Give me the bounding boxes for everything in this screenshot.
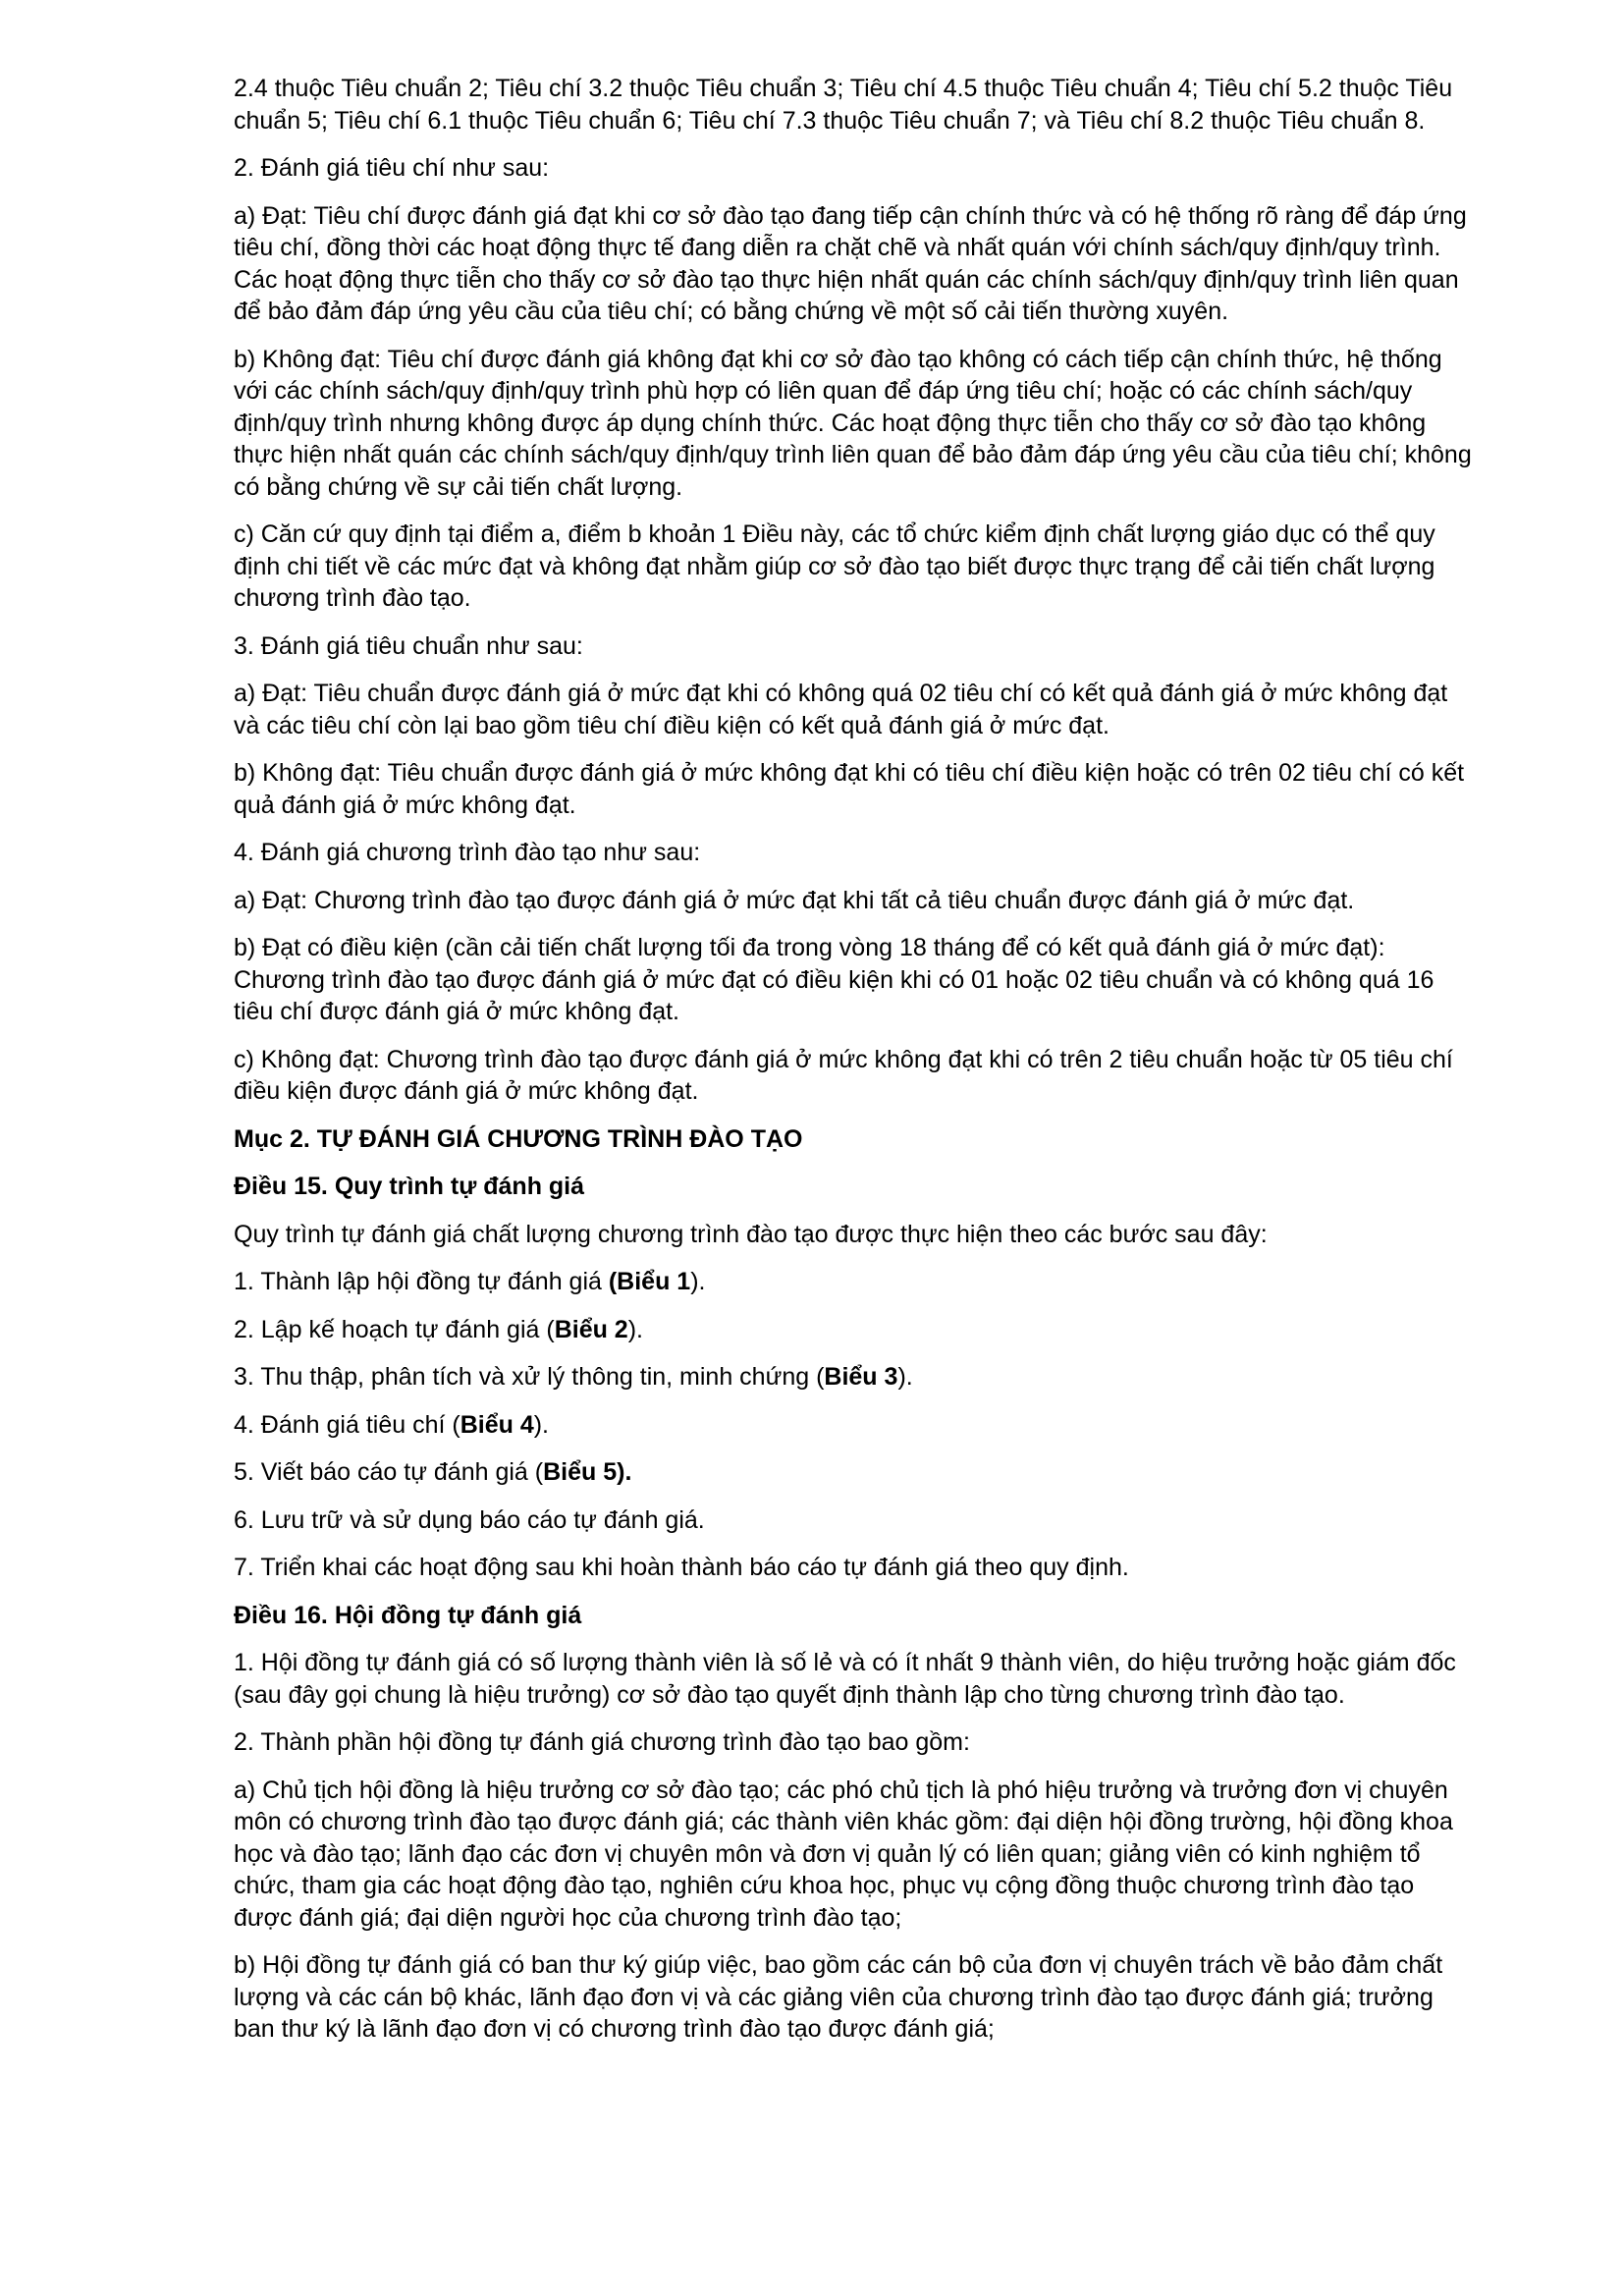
form-reference-bieu-1: (Biểu 1	[608, 1268, 691, 1295]
paragraph-criteria-fail: b) Không đạt: Tiêu chí được đánh giá không đạt khi cơ sở đào tạo không có cách tiếp cận chính thức, hệ thống với các chính sách/quy định/quy trình phù hợp có liên quan để đáp ứng tiêu chí; hoặc có các chính sách/quy định/quy trình nhưng không được áp dụng chính thức. Các hoạt động thực tiễn cho thấy cơ sở đào tạo không thực hiện nhất quán các chính sách/quy định/quy trình liên quan để bảo đảm đáp ứng yêu cầu của tiêu chí; không có bằng chứng về sự cải tiến chất lượng.	[234, 345, 1472, 501]
paragraph-program-fail: c) Không đạt: Chương trình đào tạo được đánh giá ở mức không đạt khi có trên 2 tiêu chuẩn hoặc từ 05 tiêu chí điều kiện được đánh giá ở mức không đạt.	[234, 1045, 1453, 1105]
paragraph-program-pass: a) Đạt: Chương trình đào tạo được đánh giá ở mức đạt khi tất cả tiêu chuẩn được đánh giá ở mức đạt.	[234, 886, 1355, 914]
process-step-2: 2. Lập kế hoạch tự đánh giá (Biểu 2).	[234, 1315, 643, 1343]
document-page	[234, 73, 1479, 2061]
form-reference-bieu-3: Biểu 3	[824, 1363, 898, 1391]
form-reference-bieu-5: Biểu 5).	[543, 1458, 632, 1486]
form-reference-bieu-4: Biểu 4	[460, 1410, 534, 1439]
paragraph-process-intro: Quy trình tự đánh giá chất lượng chương trình đào tạo được thực hiện theo các bước sau đây:	[234, 1220, 1268, 1248]
article-heading-dieu-15: Điều 15. Quy trình tự đánh giá	[234, 1173, 585, 1200]
paragraph-program-conditional: b) Đạt có điều kiện (cần cải tiến chất lượng tối đa trong vòng 18 tháng để có kết quả đánh giá ở mức đạt): Chương trình đào tạo được đánh giá ở mức đạt có điều kiện khi có 01 hoặc 02 tiêu chuẩn và có không quá 16 tiêu chí được đánh giá ở mức không đạt.	[234, 934, 1434, 1025]
paragraph-council-chair: a) Chủ tịch hội đồng là hiệu trưởng cơ sở đào tạo; các phó chủ tịch là phó hiệu trưởng và trưởng đơn vị chuyên môn có chương trình đào tạo được đánh giá; các thành viên khác gồm: đại diện hội đồng trường, hội đồng khoa học và đào tạo; lãnh đạo các đơn vị chuyên môn và đơn vị quản lý có liên quan; giảng viên có kinh nghiệm tổ chức, tham gia các hoạt động đào tạo, nghiên cứu khoa học, phục vụ cộng đồng thuộc chương trình đào tạo được đánh giá; đại diện người học của chương trình đào tạo;	[234, 1776, 1453, 1932]
paragraph-council-size: 1. Hội đồng tự đánh giá có số lượng thành viên là số lẻ và có ít nhất 9 thành viên, do hiệu trưởng hoặc giám đốc (sau đây gọi chung là hiệu trưởng) cơ sở đào tạo quyết định thành lập cho từng chương trình đào tạo.	[234, 1649, 1456, 1709]
paragraph-program-eval-intro: 4. Đánh giá chương trình đào tạo như sau:	[234, 839, 701, 866]
paragraph-standard-eval-intro: 3. Đánh giá tiêu chuẩn như sau:	[234, 631, 583, 660]
paragraph-criteria-eval-intro: 2. Đánh giá tiêu chí như sau:	[234, 154, 550, 182]
process-step-4: 4. Đánh giá tiêu chí (Biểu 4).	[234, 1410, 550, 1439]
process-step-6: 6. Lưu trữ và sử dụng báo cáo tự đánh giá.	[234, 1505, 705, 1534]
paragraph-standard-pass: a) Đạt: Tiêu chuẩn được đánh giá ở mức đạt khi có không quá 02 tiêu chí có kết quả đánh giá ở mức không đạt và các tiêu chí còn lại bao gồm tiêu chí điều kiện có kết quả đánh giá ở mức đạt.	[234, 680, 1448, 739]
process-step-1: 1. Thành lập hội đồng tự đánh giá (Biểu 1).	[234, 1268, 706, 1295]
paragraph-criteria-list: 2.4 thuộc Tiêu chuẩn 2; Tiêu chí 3.2 thuộc Tiêu chuẩn 3; Tiêu chí 4.5 thuộc Tiêu chuẩn 4; Tiêu chí 5.2 thuộc Tiêu chuẩn 5; Tiêu chí 6.1 thuộc Tiêu chuẩn 6; Tiêu chí 7.3 thuộc Tiêu chuẩn 7; và Tiêu chí 8.2 thuộc Tiêu chuẩn 8.	[234, 75, 1453, 135]
paragraph-council-secretariat: b) Hội đồng tự đánh giá có ban thư ký giúp việc, bao gồm các cán bộ của đơn vị chuyên trách về bảo đảm chất lượng và các cán bộ khác, lãnh đạo đơn vị và các giảng viên của chương trình đào tạo được đánh giá; trưởng ban thư ký là lãnh đạo đơn vị có chương trình đào tạo được đánh giá;	[234, 1951, 1443, 2043]
process-step-7: 7. Triển khai các hoạt động sau khi hoàn thành báo cáo tự đánh giá theo quy định.	[234, 1554, 1129, 1581]
paragraph-standard-fail: b) Không đạt: Tiêu chuẩn được đánh giá ở mức không đạt khi có tiêu chí điều kiện hoặc có trên 02 tiêu chí có kết quả đánh giá ở mức không đạt.	[234, 759, 1465, 819]
process-step-3: 3. Thu thập, phân tích và xử lý thông tin, minh chứng (Biểu 3).	[234, 1363, 913, 1391]
paragraph-criteria-pass: a) Đạt: Tiêu chí được đánh giá đạt khi cơ sở đào tạo đang tiếp cận chính thức và có hệ thống rõ ràng để đáp ứng tiêu chí, đồng thời các hoạt động thực tế đang diễn ra chặt chẽ và nhất quán với chính sách/quy định/quy trình. Các hoạt động thực tiễn cho thấy cơ sở đào tạo thực hiện nhất quán các chính sách/quy định/quy trình liên quan để bảo đảm đáp ứng yêu cầu của tiêu chí; có bằng chứng về một số cải tiến thường xuyên.	[234, 201, 1467, 325]
article-heading-dieu-16: Điều 16. Hội đồng tự đánh giá	[234, 1601, 582, 1629]
paragraph-council-composition-intro: 2. Thành phần hội đồng tự đánh giá chương trình đào tạo bao gồm:	[234, 1728, 970, 1756]
form-reference-bieu-2: Biểu 2	[554, 1315, 628, 1343]
process-step-5: 5. Viết báo cáo tự đánh giá (Biểu 5).	[234, 1458, 632, 1486]
section-heading-muc-2: Mục 2. TỰ ĐÁNH GIÁ CHƯƠNG TRÌNH ĐÀO TẠO	[234, 1124, 803, 1153]
paragraph-criteria-detail: c) Căn cứ quy định tại điểm a, điểm b khoản 1 Điều này, các tổ chức kiểm định chất lượng giáo dục có thể quy định chi tiết về các mức đạt và không đạt nhằm giúp cơ sở đào tạo biết được thực trạng để cải tiến chất lượng chương trình đào tạo.	[234, 520, 1435, 612]
